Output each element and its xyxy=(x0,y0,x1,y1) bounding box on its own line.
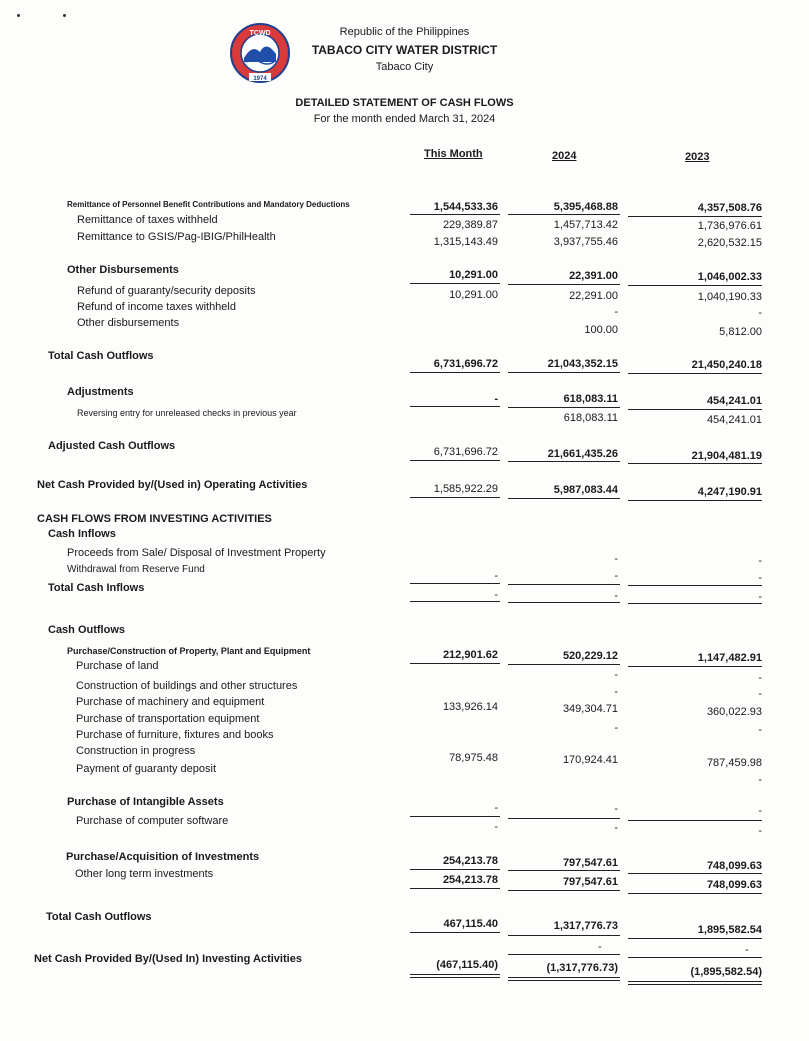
statement-period: For the month ended March 31, 2024 xyxy=(313,113,496,125)
cell-2023: 454,241.01 xyxy=(706,395,762,407)
underline xyxy=(508,818,620,819)
cell-2024: 797,547.61 xyxy=(562,876,618,888)
cell-2024: 22,291.00 xyxy=(569,290,618,302)
cell-this-month: 1,544,533.36 xyxy=(433,201,498,213)
cell-this-month: - xyxy=(494,802,498,814)
underline xyxy=(628,603,762,604)
cell-2023: - xyxy=(758,555,762,567)
cell-2024: 5,395,468.88 xyxy=(553,201,618,213)
underline xyxy=(628,216,762,217)
row-label: Purchase of land xyxy=(76,660,159,672)
cell-this-month: - xyxy=(494,821,498,833)
cell-this-month: 1,585,922.29 xyxy=(433,483,498,495)
underline xyxy=(410,888,500,889)
cell-2024: 5,987,083.44 xyxy=(553,484,618,496)
scan-speck xyxy=(17,14,20,17)
row-label: Total Cash Inflows xyxy=(48,582,145,594)
row-label: Purchase of transportation equipment xyxy=(76,713,260,725)
underline xyxy=(628,409,762,410)
underline xyxy=(410,497,500,498)
cell-this-month: 254,213.78 xyxy=(442,855,498,867)
cell-2024: 618,083.11 xyxy=(563,412,618,424)
underline xyxy=(628,938,762,939)
cell-this-month: 229,389.87 xyxy=(442,219,498,231)
cell-2024: - xyxy=(614,669,618,681)
cell-2024: 520,229.12 xyxy=(562,650,618,662)
cell-2024: 797,547.61 xyxy=(562,857,618,869)
cell-this-month: 78,975.48 xyxy=(449,752,498,764)
cell-this-month: - xyxy=(494,570,498,582)
row-label: Payment of guaranty deposit xyxy=(76,763,217,775)
row-label: Purchase of furniture, fixtures and books xyxy=(76,729,274,741)
underline xyxy=(410,932,500,933)
row-label: Refund of income taxes withheld xyxy=(77,301,236,313)
cell-2023: 1,736,976.61 xyxy=(697,220,762,232)
cell-this-month: 10,291.00 xyxy=(449,269,498,281)
row-label: Adjustments xyxy=(67,386,134,398)
underline xyxy=(628,463,762,464)
cell-2023: - xyxy=(758,774,762,786)
underline xyxy=(508,498,620,499)
cell-2023: 21,450,240.18 xyxy=(691,359,762,371)
cell-2024: 21,661,435.26 xyxy=(547,448,618,460)
underline xyxy=(410,372,500,373)
column-header-2023: 2023 xyxy=(685,151,710,163)
underline xyxy=(410,663,500,664)
underline xyxy=(628,373,762,374)
cell-2024: - xyxy=(614,803,618,815)
republic-line: Republic of the Philippines xyxy=(339,26,470,38)
underline xyxy=(628,285,762,286)
row-label: Remittance to GSIS/Pag-IBIG/PhilHealth xyxy=(77,231,276,243)
svg-text:TCWD: TCWD xyxy=(249,30,271,37)
underline xyxy=(410,583,500,584)
cell-2023: 748,099.63 xyxy=(706,860,762,872)
row-label: Remittance of taxes withheld xyxy=(77,214,218,226)
underline xyxy=(628,957,762,958)
cell-2024: - xyxy=(614,570,618,582)
double-underline xyxy=(410,977,500,978)
cell-2024: - xyxy=(614,553,618,565)
cell-2023: (1,895,582.54) xyxy=(690,966,762,978)
underline xyxy=(508,214,620,215)
column-header-2024: 2024 xyxy=(552,150,577,162)
underline xyxy=(508,890,620,891)
underline xyxy=(508,977,620,978)
cell-2023: 748,099.63 xyxy=(706,879,762,891)
cell-2024: - xyxy=(614,722,618,734)
cell-this-month: (467,115.40) xyxy=(436,959,498,971)
underline xyxy=(508,584,620,585)
cell-2023: 454,241.01 xyxy=(706,414,762,426)
underline xyxy=(628,820,762,821)
row-label: Reversing entry for unreleased checks in previous year xyxy=(77,408,297,418)
cell-2023: 4,357,508.76 xyxy=(697,202,762,214)
row-label: Total Cash Outflows xyxy=(46,911,152,923)
cell-2023: - xyxy=(758,724,762,736)
underline xyxy=(508,935,620,936)
cell-2023: 4,247,190.91 xyxy=(697,486,762,498)
underline xyxy=(628,981,762,982)
double-underline xyxy=(628,984,762,985)
underline xyxy=(508,954,620,955)
cell-2023: - xyxy=(758,688,762,700)
cell-2024: 349,304.71 xyxy=(562,703,618,715)
row-label: Purchase of machinery and equipment xyxy=(76,696,265,708)
cell-2024: 1,457,713.42 xyxy=(553,219,618,231)
underline xyxy=(410,214,500,215)
row-label: Withdrawal from Reserve Fund xyxy=(67,564,205,575)
underline xyxy=(508,284,620,285)
row-label: Refund of guaranty/security deposits xyxy=(77,285,256,297)
cell-this-month: 467,115.40 xyxy=(443,918,498,930)
underline xyxy=(410,869,500,870)
cell-2024: 170,924.41 xyxy=(562,754,618,766)
cell-this-month: - xyxy=(494,393,498,405)
row-label: Remittance of Personnel Benefit Contributions and Mandatory Deductions xyxy=(67,200,350,209)
underline xyxy=(410,283,500,284)
dash-mark: - xyxy=(745,944,749,956)
row-label: Purchase/Acquisition of Investments xyxy=(66,851,260,863)
row-label: Other long term investments xyxy=(75,868,214,880)
city-line: Tabaco City xyxy=(375,61,434,73)
cell-2023: 360,022.93 xyxy=(706,706,762,718)
cell-2023: - xyxy=(758,805,762,817)
underline xyxy=(508,372,620,373)
underline xyxy=(508,407,620,408)
cell-2023: - xyxy=(758,591,762,603)
underline xyxy=(628,500,762,501)
row-label: Purchase of computer software xyxy=(76,815,229,827)
cell-2023: 2,620,532.15 xyxy=(697,237,762,249)
underline xyxy=(410,601,500,602)
cell-this-month: - xyxy=(494,589,498,601)
row-label: Adjusted Cash Outflows xyxy=(48,440,176,452)
underline xyxy=(508,664,620,665)
cell-2024: 1,317,776.73 xyxy=(553,920,618,932)
subsection-heading: Cash Outflows xyxy=(48,624,126,636)
cell-this-month: 1,315,143.49 xyxy=(433,236,498,248)
row-label: Proceeds from Sale/ Disposal of Investment Property xyxy=(67,547,326,559)
cell-2024: (1,317,776.73) xyxy=(546,962,618,974)
row-label: Construction of buildings and other structures xyxy=(76,680,298,692)
cell-this-month: 212,901.62 xyxy=(442,649,498,661)
underline xyxy=(628,893,762,894)
row-label: Total Cash Outflows xyxy=(48,350,154,362)
cell-2024: 100.00 xyxy=(584,324,618,336)
underline xyxy=(628,585,762,586)
row-label: Purchase of Intangible Assets xyxy=(67,796,224,808)
underline xyxy=(628,666,762,667)
scan-speck xyxy=(63,14,66,17)
cell-2023: 1,040,190.33 xyxy=(697,291,762,303)
row-label: Net Cash Provided By/(Used In) Investing Activities xyxy=(34,953,302,965)
cell-2024: - xyxy=(614,686,618,698)
cell-2023: - xyxy=(758,672,762,684)
cell-2024: - xyxy=(614,590,618,602)
dash-mark: - xyxy=(598,941,602,953)
underline xyxy=(410,816,500,817)
org-name: TABACO CITY WATER DISTRICT xyxy=(311,43,498,57)
underline xyxy=(628,873,762,874)
underline xyxy=(410,406,500,407)
row-label: Other disbursements xyxy=(77,317,180,329)
cell-2023: 1,147,482.91 xyxy=(697,652,762,664)
subsection-heading: Cash Inflows xyxy=(48,528,116,540)
cell-2024: - xyxy=(614,306,618,318)
underline xyxy=(508,870,620,871)
row-label: Other Disbursements xyxy=(67,264,179,276)
column-header-this-month: This Month xyxy=(424,148,483,160)
svg-text:1974: 1974 xyxy=(253,76,267,82)
cell-this-month: 133,926.14 xyxy=(442,701,498,713)
cell-this-month: 254,213.78 xyxy=(442,874,498,886)
cell-this-month: 10,291.00 xyxy=(449,289,498,301)
row-label: Purchase/Construction of Property, Plant and Equipment xyxy=(67,646,311,656)
row-label: Construction in progress xyxy=(76,745,196,757)
cell-2023: 787,459.98 xyxy=(706,757,762,769)
double-underline xyxy=(508,980,620,981)
underline xyxy=(410,460,500,461)
cell-2024: 3,937,755.46 xyxy=(553,236,618,248)
statement-title: DETAILED STATEMENT OF CASH FLOWS xyxy=(295,97,514,109)
cell-2023: 5,812.00 xyxy=(719,326,762,338)
cell-2024: - xyxy=(614,822,618,834)
cell-2023: 21,904,481.19 xyxy=(691,450,762,462)
cell-2024: 21,043,352.15 xyxy=(547,358,618,370)
cell-2024: 618,083.11 xyxy=(563,393,618,405)
cell-2024: 22,391.00 xyxy=(569,270,618,282)
cell-2023: 1,046,002.33 xyxy=(697,271,762,283)
cell-2023: - xyxy=(758,307,762,319)
cell-this-month: 6,731,696.72 xyxy=(433,358,498,370)
section-heading: CASH FLOWS FROM INVESTING ACTIVITIES xyxy=(37,513,272,525)
cell-2023: 1,895,582.54 xyxy=(697,924,762,936)
cell-2023: - xyxy=(758,572,762,584)
cell-2023: - xyxy=(758,825,762,837)
underline xyxy=(410,974,500,975)
row-label: Net Cash Provided by/(Used in) Operating Activities xyxy=(37,479,308,491)
underline xyxy=(508,461,620,462)
cell-this-month: 6,731,696.72 xyxy=(433,446,498,458)
underline xyxy=(508,602,620,603)
